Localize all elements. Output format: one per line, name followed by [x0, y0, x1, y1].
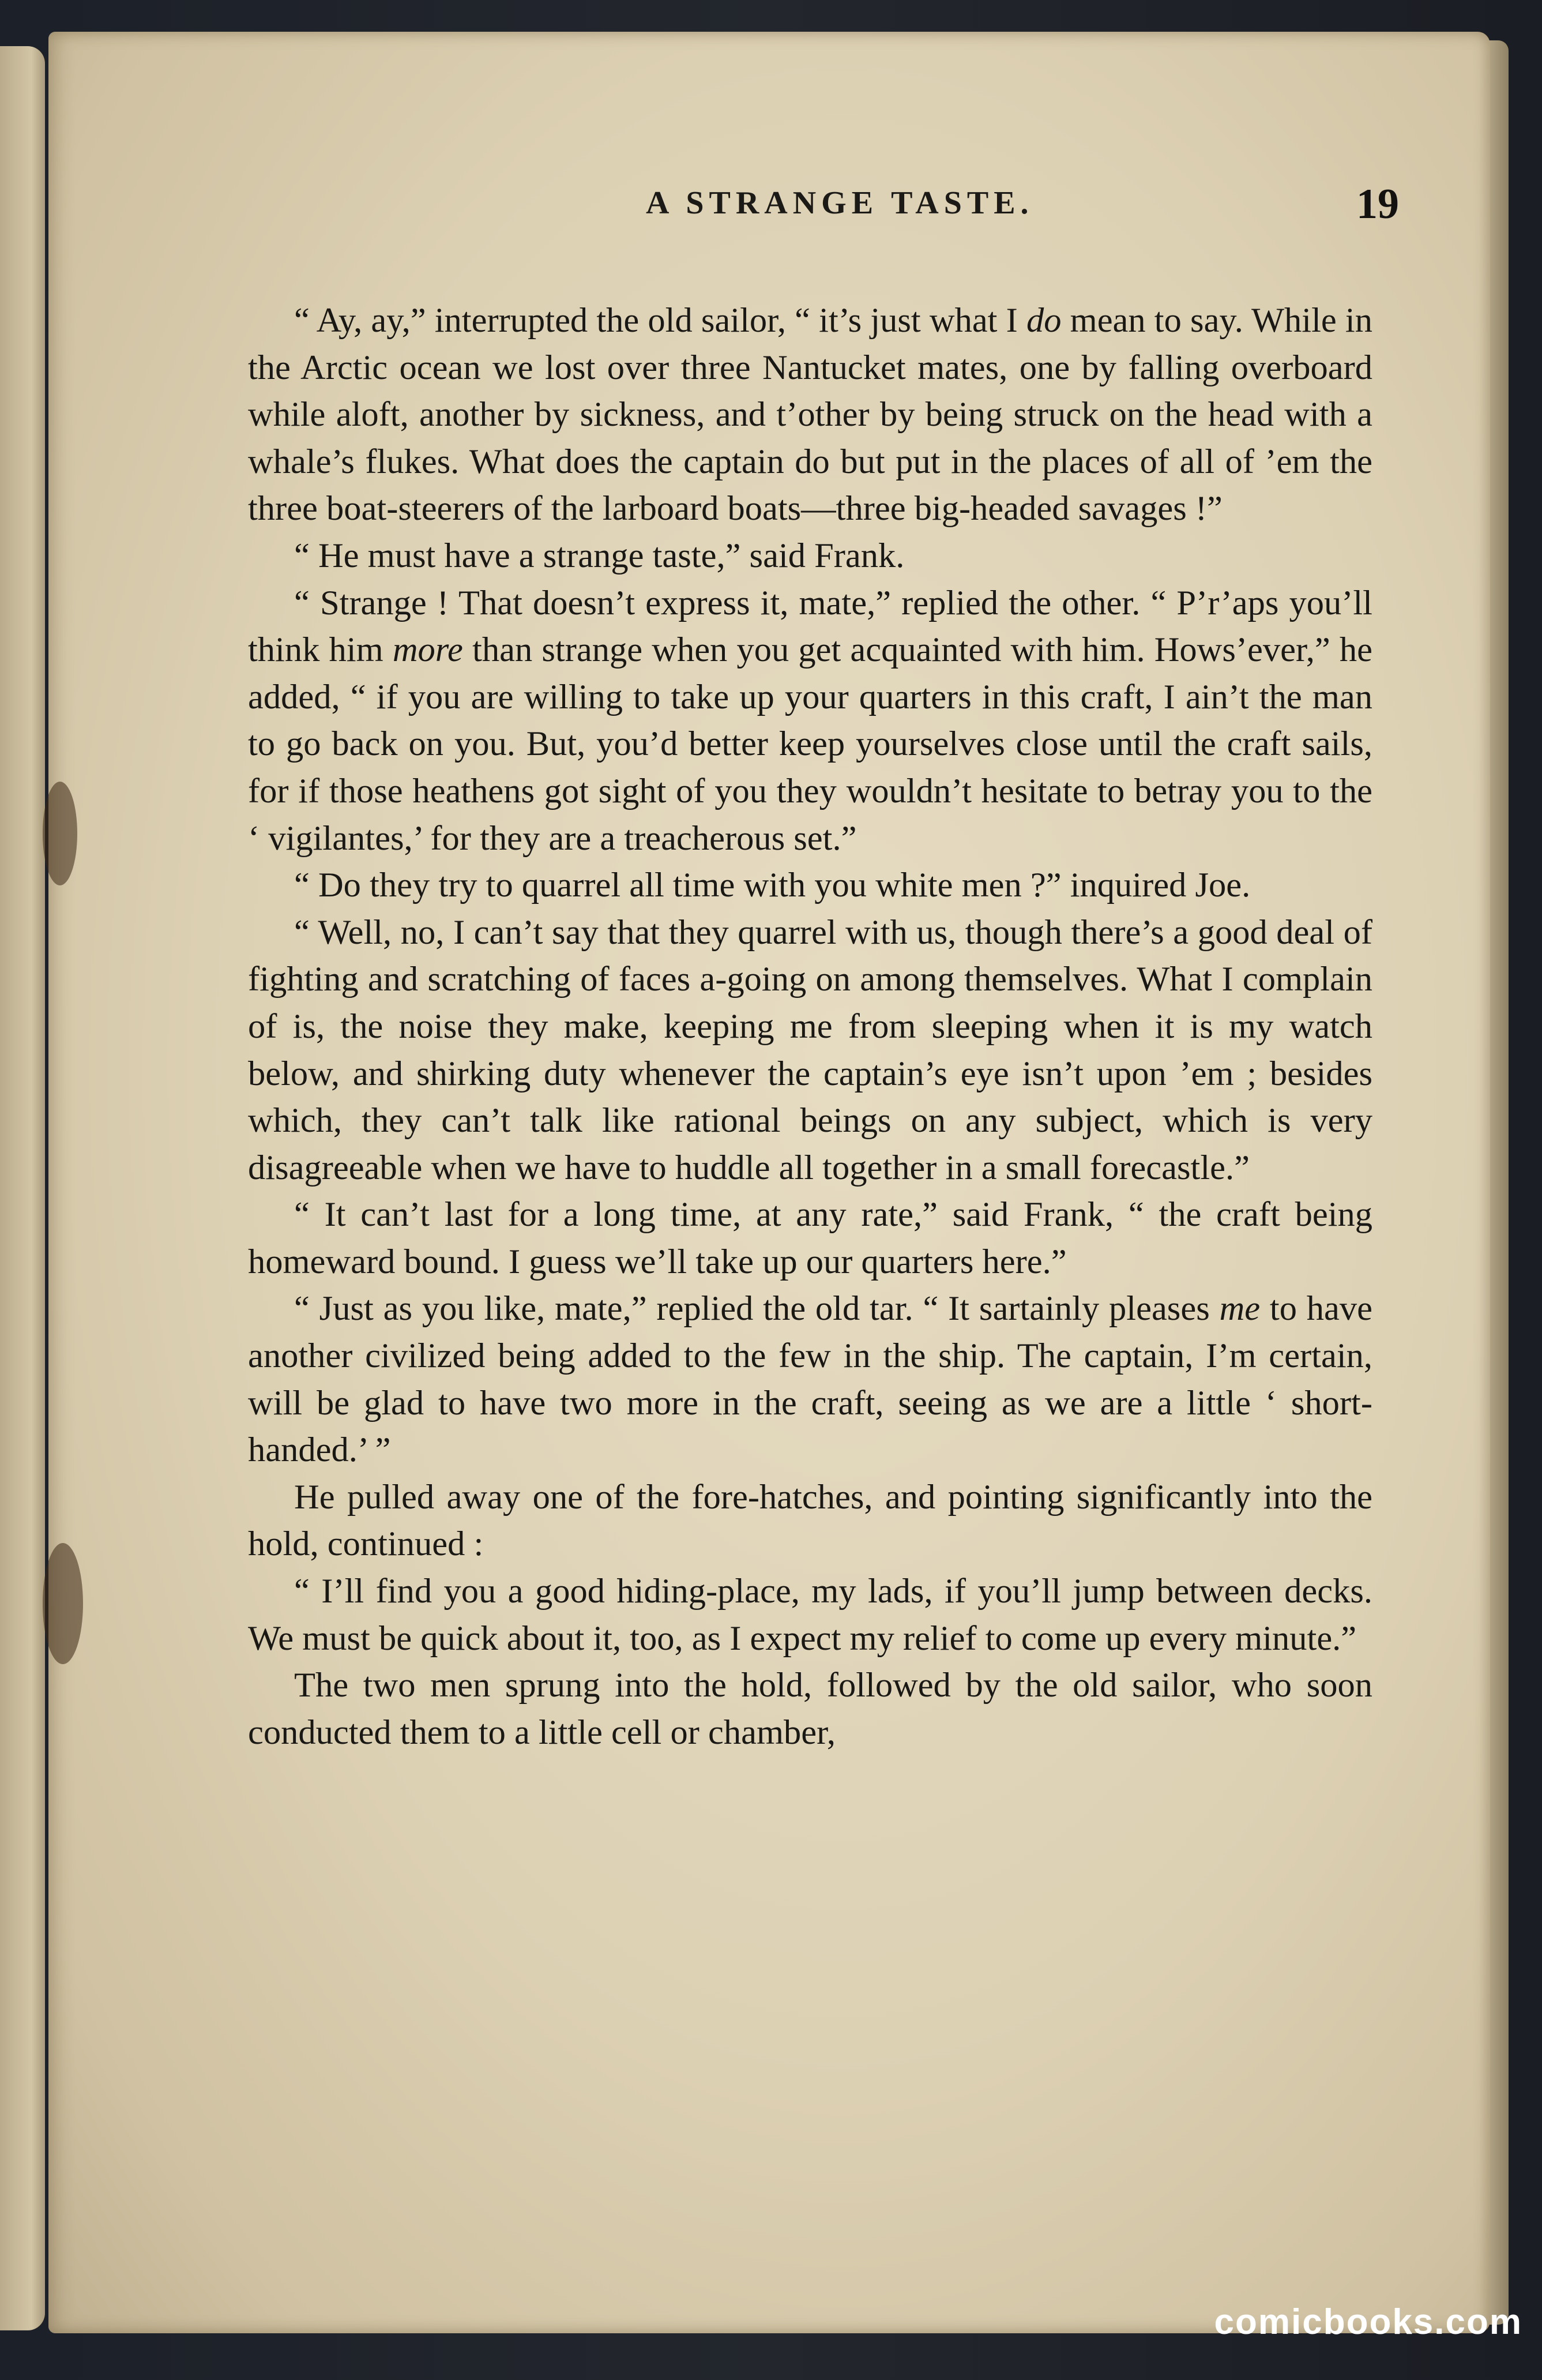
page-stain	[43, 782, 77, 885]
text-run: “ Ay, ay,” interrupted the old sailor, “ it’s just what I	[294, 301, 1026, 340]
paragraph	[248, 909, 1372, 1192]
watermark: comicbooks.com	[1214, 2302, 1522, 2342]
paragraph	[248, 297, 1372, 532]
paragraph	[248, 1474, 1372, 1568]
text-run: “ Well, no, I can’t say that they quarrel with us, though there’s a good deal of fighting and scratching of faces a-going on among themselves. What I complain of is, the noise they make, keeping me from sleeping when it is my watch below, and shirking duty whenever the captain’s eye isn’t upon ’em ; besides which, they can’t talk like rational beings on any subject, which is very disagreeable when we have to huddle all together in a small forecastle.”	[248, 913, 1372, 1187]
text-run: He pulled away one of the fore-hatches, and pointing significantly into the hold, continued :	[248, 1477, 1372, 1564]
paragraph	[248, 580, 1372, 862]
paragraph	[248, 1568, 1372, 1662]
text-run: “ Strange ! That doesn’t express it, mate,” replied the other. “ P’r’aps you’ll think him	[248, 583, 1372, 670]
page-header	[0, 181, 1542, 265]
text-run: “ It can’t last for a long time, at any rate,” said Frank, “ the craft being homeward bound. I guess we’ll take up our quarters here.”	[248, 1195, 1372, 1281]
page-number: 19	[1356, 181, 1399, 228]
text-run: mean to say. While in the Arctic ocean we lost over three Nantucket mates, one by falling overboard while aloft, another by sickness, and t’other by being struck on the head with a whale’s flukes. What does the captain do but put in the places of all of ’em the three boat-steerers of the larboard boats—three big-headed savages !”	[248, 301, 1372, 528]
text-run: The two men sprung into the hold, followed by the old sailor, who soon conducted them to a little cell or chamber,	[248, 1666, 1372, 1752]
paragraph	[248, 1662, 1372, 1756]
facing-page-edge	[0, 46, 45, 2330]
emphasis-text: do	[1026, 301, 1062, 340]
text-run: than strange when you get acquainted with him. Hows’ever,” he added, “ if you are willing to take up your quarters in this craft, I ain’t the man to go back on you. But, you’d better keep yourselves close until the craft sails, for if those heathens got sight of you they wouldn’t hesitate to betray you to the ‘ vigilantes,’ for they are a treacherous set.”	[248, 630, 1372, 858]
paragraph	[248, 862, 1372, 909]
running-head: A STRANGE TASTE.	[646, 185, 1034, 221]
text-run: “ Just as you like, mate,” replied the old tar. “ It sartainly pleases	[294, 1289, 1220, 1328]
emphasis-text: more	[392, 630, 463, 670]
emphasis-text: me	[1219, 1289, 1261, 1328]
text-run: “ Do they try to quarrel all time with you white men ?” inquired Joe.	[294, 866, 1251, 905]
text-run: “ I’ll find you a good hiding-place, my lads, if you’ll jump between decks. We must be quick about it, too, as I expect my relief to come up every minute.”	[248, 1572, 1372, 1658]
paragraph	[248, 532, 1372, 580]
paragraph	[248, 1191, 1372, 1285]
text-run: “ He must have a strange taste,” said Frank.	[294, 536, 905, 575]
paragraph	[248, 1285, 1372, 1473]
body-text	[248, 297, 1372, 1756]
page-stain	[43, 1543, 83, 1664]
text-run: to have another civilized being added to the few in the ship. The captain, I’m certain, will be glad to have two more in the craft, seeing as we are a little ‘ short-handed.’ ”	[248, 1289, 1373, 1470]
